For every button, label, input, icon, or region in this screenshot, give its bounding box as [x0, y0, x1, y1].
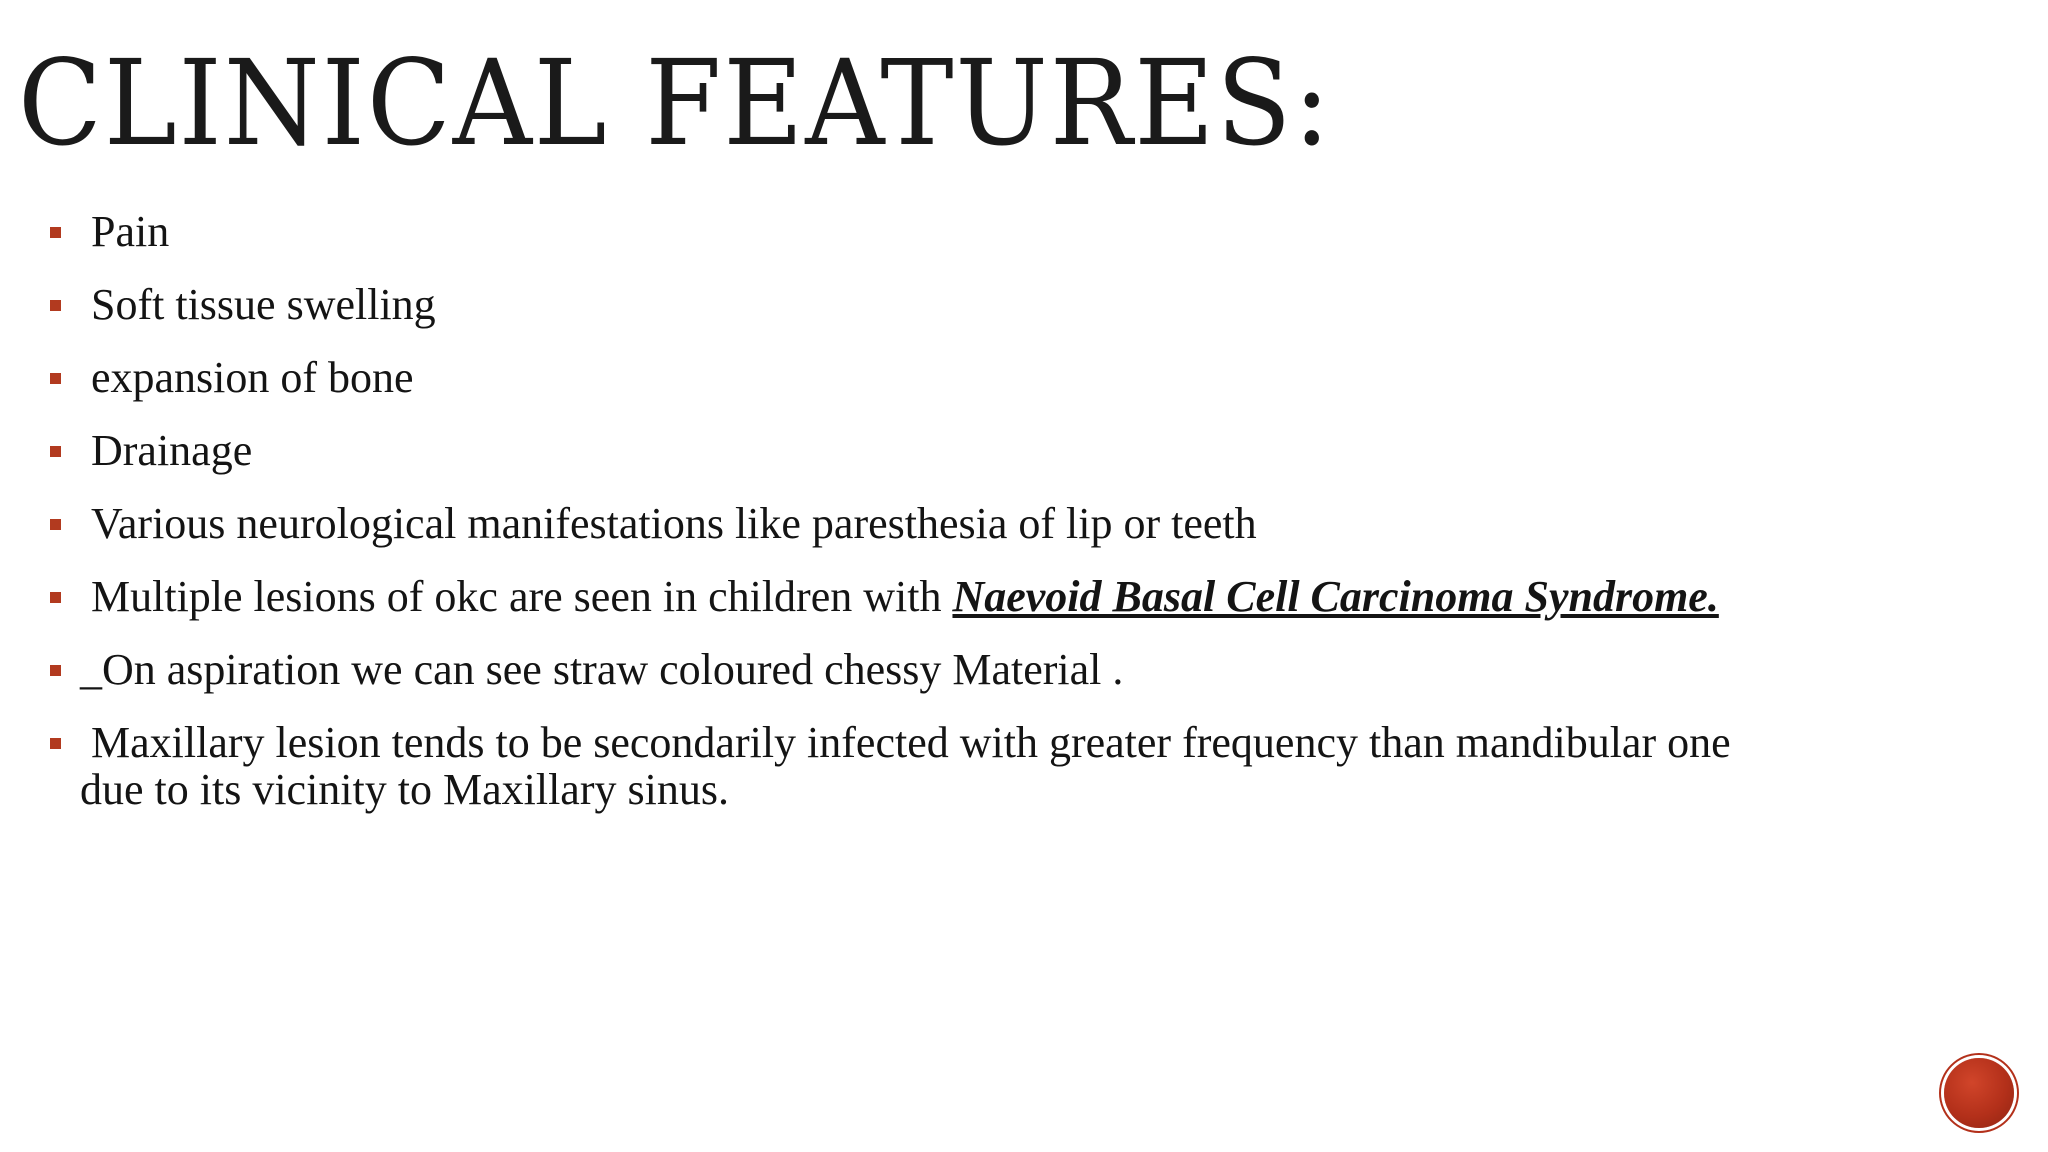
- square-bullet-icon: [50, 300, 61, 311]
- bullet-list: [48, 208, 1748, 839]
- list-item: [48, 573, 1748, 620]
- list-item: [48, 719, 1748, 813]
- list-item: [48, 281, 1748, 328]
- square-bullet-icon: [50, 227, 61, 238]
- bullet-text: Multiple lesions of okc are seen in children with: [80, 572, 953, 621]
- bullet-text: Soft tissue swelling: [80, 280, 436, 329]
- list-item: [48, 208, 1748, 255]
- bullet-text: Drainage: [80, 426, 253, 475]
- bullet-text: Maxillary lesion tends to be secondarily infected with greater frequency than mandibular one due to its vicinity to Maxillary sinus.: [80, 718, 1742, 814]
- list-item: [48, 500, 1748, 547]
- syndrome-emphasis: Naevoid Basal Cell Carcinoma Syndrome.: [952, 572, 1719, 621]
- square-bullet-icon: [50, 592, 61, 603]
- list-item: [48, 646, 1748, 693]
- square-bullet-icon: [50, 446, 61, 457]
- slide-nav-button[interactable]: [1944, 1058, 2014, 1128]
- bullet-text: _On aspiration we can see straw coloured chessy Material .: [80, 645, 1124, 694]
- square-bullet-icon: [50, 738, 61, 749]
- bullet-text: Pain: [80, 207, 170, 256]
- bullet-text: expansion of bone: [80, 353, 414, 402]
- square-bullet-icon: [50, 519, 61, 530]
- list-item: [48, 427, 1748, 474]
- bullet-text: Various neurological manifestations like paresthesia of lip or teeth: [80, 499, 1257, 548]
- slide-title: CLINICAL FEATURES:: [18, 34, 1333, 172]
- square-bullet-icon: [50, 665, 61, 676]
- list-item: [48, 354, 1748, 401]
- square-bullet-icon: [50, 373, 61, 384]
